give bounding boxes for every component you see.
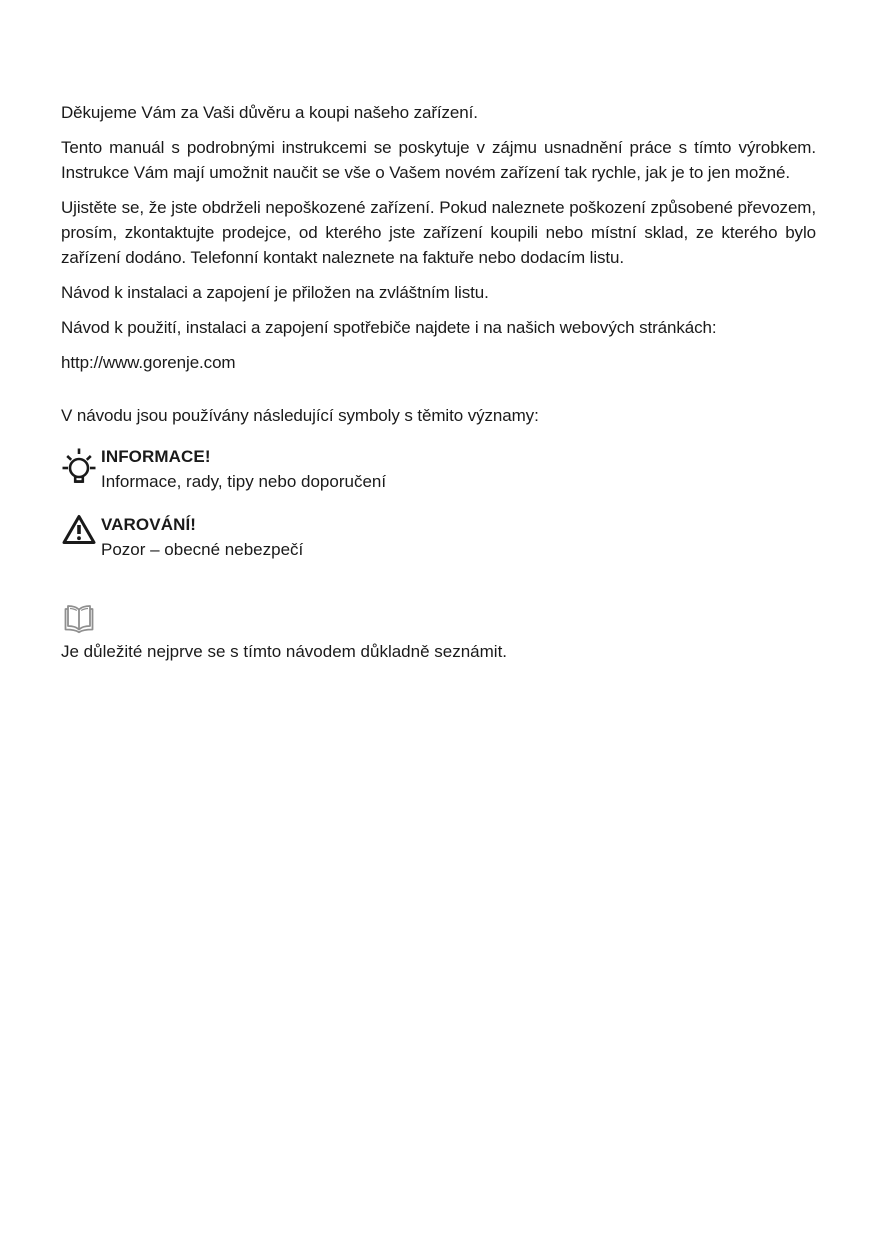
paragraph-website-note: Návod k použití, instalaci a zapojení spotřebiče najdete i na našich webových stránkách: xyxy=(61,318,717,337)
paragraph-damage-check: Ujistěte se, že jste obdrželi nepoškozené zařízení. Pokud naleznete poškození způsobené převozem, prosím, zkontaktujte prodejce, od kterého jste zařízení koupili nebo místní sklad, ze kterého bylo zařízení dodáno. Telefonní kontakt naleznete na faktuře nebo dodacím listu. xyxy=(61,198,816,267)
info-symbol-desc: Informace, rady, tipy nebo doporučení xyxy=(101,472,387,491)
lightbulb-icon xyxy=(61,444,101,493)
warning-symbol-title: VAROVÁNÍ! xyxy=(101,515,197,534)
paragraph-installation-sheet: Návod k instalaci a zapojení je přiložen na zvláštním listu. xyxy=(61,283,489,302)
warning-symbol-desc: Pozor – obecné nebezpečí xyxy=(101,540,304,559)
info-symbol-row xyxy=(61,444,816,494)
website-url: http://www.gorenje.com xyxy=(61,353,236,372)
open-book-icon xyxy=(61,602,816,635)
warning-triangle-icon xyxy=(61,512,101,546)
paragraph-symbols-intro: V návodu jsou používány následující symboly s těmito významy: xyxy=(61,406,539,425)
warning-symbol-row xyxy=(61,512,816,562)
paragraph-manual-purpose: Tento manuál s podrobnými instrukcemi se poskytuje v zájmu usnadnění práce s tímto výrobkem. Instrukce Vám mají umožnit naučit se vše o Vašem novém zařízení tak rychle, jak je to jen možné. xyxy=(61,138,816,182)
paragraph-read-first: Je důležité nejprve se s tímto návodem důkladně seznámit. xyxy=(61,642,508,661)
document-page xyxy=(61,100,816,664)
read-first-block xyxy=(61,602,816,664)
paragraph-thanks: Děkujeme Vám za Vaši důvěru a koupi našeho zařízení. xyxy=(61,103,478,122)
info-symbol-title: INFORMACE! xyxy=(101,447,211,466)
